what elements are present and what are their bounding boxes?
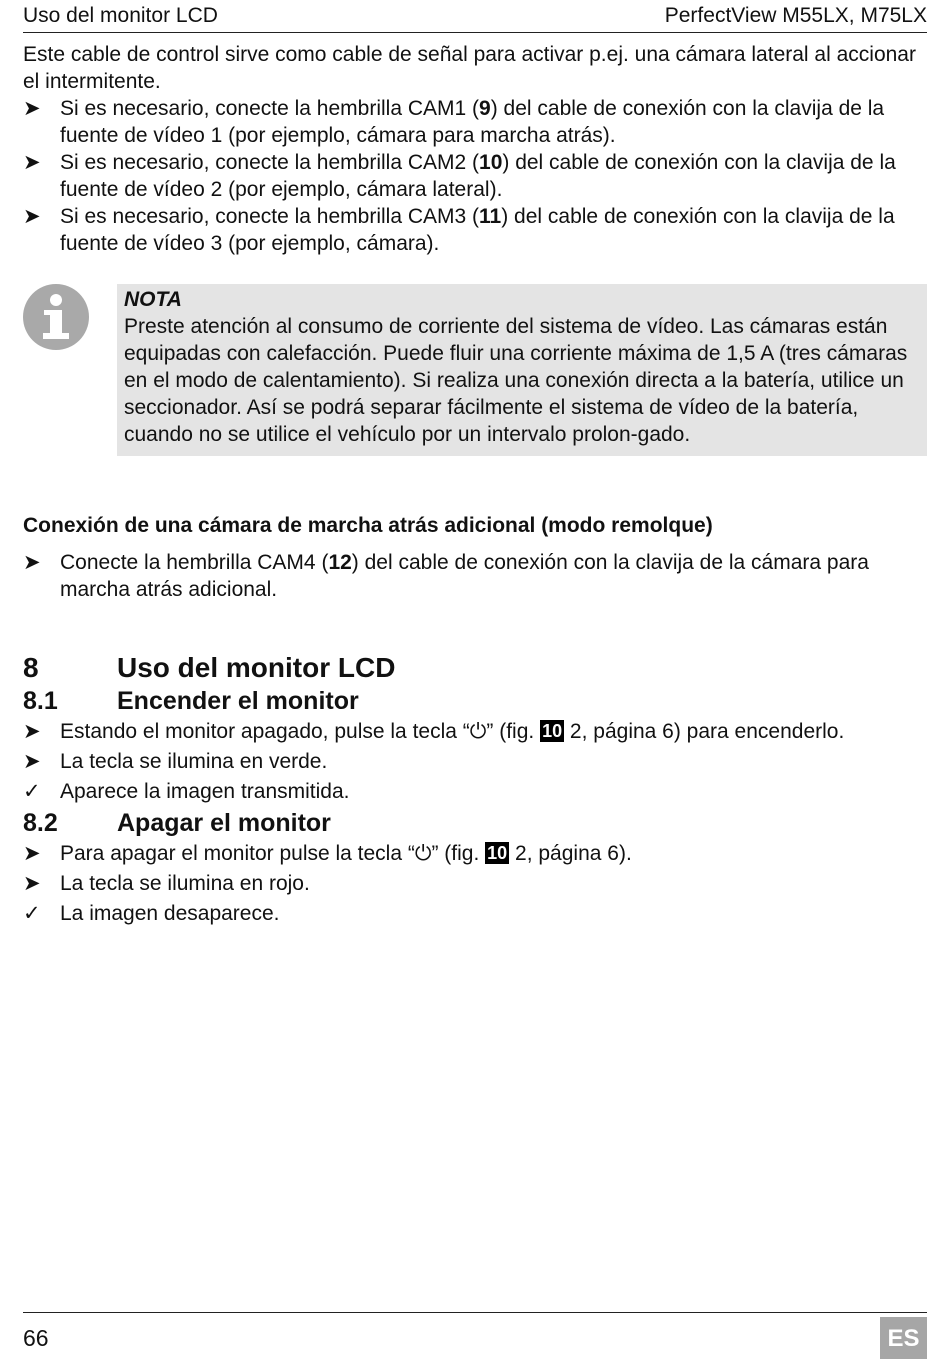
step-power-on: ➤ Estando el monitor apagado, pulse la tecla “⏻” (fig. 10 2, página 6) para encenderlo. bbox=[23, 717, 927, 747]
note-block bbox=[23, 284, 927, 484]
step-check: ✓ La imagen desaparece. bbox=[23, 899, 927, 929]
check-icon: ✓ bbox=[23, 902, 41, 925]
figure-ref-badge: 10 bbox=[542, 721, 563, 741]
language-badge: ES bbox=[880, 1317, 927, 1359]
arrow-bullet-icon: ➤ bbox=[23, 551, 41, 574]
power-icon: ⏻ bbox=[414, 842, 432, 865]
arrow-bullet-icon: ➤ bbox=[23, 750, 41, 773]
step-cam1 bbox=[23, 95, 927, 149]
section-8-heading: 8 Uso del monitor LCD bbox=[23, 652, 396, 683]
section-8-1-steps bbox=[23, 717, 927, 807]
page-content bbox=[23, 41, 927, 929]
power-icon: ⏻ bbox=[469, 720, 487, 743]
section-8-1-heading: 8.1 Encender el monitor bbox=[23, 687, 359, 715]
step-result: ➤ La tecla se ilumina en rojo. bbox=[23, 869, 927, 899]
page-footer bbox=[23, 1312, 927, 1359]
section-8-2-steps bbox=[23, 839, 927, 929]
note-title: NOTA bbox=[124, 288, 182, 311]
header-product: PerfectView M55LX, M75LX bbox=[664, 4, 927, 27]
page-number: 66 bbox=[23, 1325, 49, 1351]
step-cam2 bbox=[23, 149, 927, 203]
info-icon bbox=[23, 284, 89, 350]
step-cam3 bbox=[23, 203, 927, 257]
step-text: Si es necesario, conecte la hembrilla CAM1 (9) del cable de conexión con la clavija de la fuente de vídeo 1 (por ejemplo, cámara para marcha atrás). bbox=[60, 97, 885, 147]
arrow-bullet-icon: ➤ bbox=[23, 872, 41, 895]
arrow-bullet-icon: ➤ bbox=[23, 151, 41, 174]
camera-steps bbox=[23, 95, 927, 257]
step-power-off: ➤ Para apagar el monitor pulse la tecla “⏻” (fig. 10 2, página 6). bbox=[23, 839, 927, 869]
arrow-bullet-icon: ➤ bbox=[23, 720, 41, 743]
check-icon: ✓ bbox=[23, 780, 41, 803]
intro-paragraph: Este cable de control sirve como cable de señal para activar p.ej. una cámara lateral al accionar el intermitente. bbox=[23, 43, 916, 93]
step-result: ➤ La tecla se ilumina en verde. bbox=[23, 747, 927, 777]
running-header bbox=[23, 5, 927, 33]
arrow-bullet-icon: ➤ bbox=[23, 842, 41, 865]
step-cam4 bbox=[23, 549, 927, 603]
arrow-bullet-icon: ➤ bbox=[23, 97, 41, 120]
step-text: Si es necesario, conecte la hembrilla CAM2 (10) del cable de conexión con la clavija de la fuente de vídeo 2 (por ejemplo, cámara lateral). bbox=[60, 151, 896, 201]
figure-ref-badge: 10 bbox=[487, 843, 508, 863]
document-page bbox=[23, 0, 927, 1358]
note-text: Preste atención al consumo de corriente del sistema de vídeo. Las cámaras están equipadas con calefacción. Puede fluir una corriente máxima de 1,5 A (tres cámaras en el modo de calentamiento). Si realiza una conexión directa a la batería, utilice un seccionador. Así se podrá separar fácilmente el sistema de vídeo de la batería, cuando no se utilice el vehículo por un intervalo prolon-gado. bbox=[124, 315, 908, 446]
step-text: Si es necesario, conecte la hembrilla CAM3 (11) del cable de conexión con la clavija de la fuente de vídeo 3 (por ejemplo, cámara). bbox=[60, 205, 895, 255]
trailer-heading: Conexión de una cámara de marcha atrás adicional (modo remolque) bbox=[23, 514, 713, 537]
header-chapter: Uso del monitor LCD bbox=[23, 4, 218, 27]
step-check: ✓ Aparece la imagen transmitida. bbox=[23, 777, 927, 807]
arrow-bullet-icon: ➤ bbox=[23, 205, 41, 228]
section-8-2-heading: 8.2 Apagar el monitor bbox=[23, 809, 331, 837]
step-text: Conecte la hembrilla CAM4 (12) del cable de conexión con la clavija de la cámara para marcha atrás adicional. bbox=[60, 551, 869, 601]
note-box bbox=[117, 284, 927, 456]
